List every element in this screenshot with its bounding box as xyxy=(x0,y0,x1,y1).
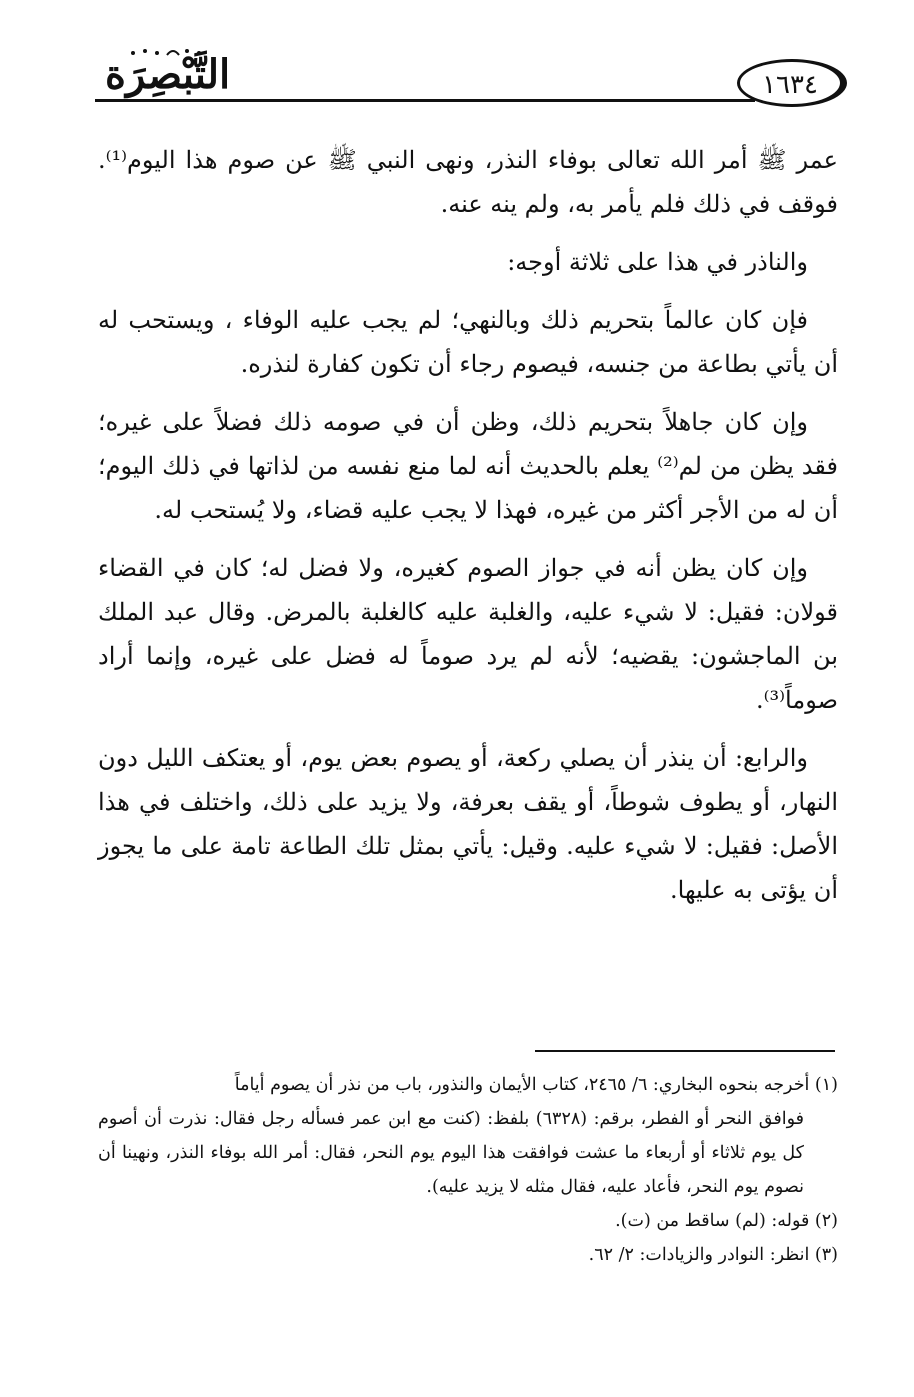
footnote-1-continuation: فوافق النحر أو الفطر، برقم: (٦٣٢٨) بلفظ: (كنت مع ابن عمر فسأله رجل فقال: نذرت أن أصوم كل يوم ثلاثاء أو أربعاء ما عشت فوافقت هذا اليوم يوم النحر، فقال: أمر الله بوفاء النذر، ونهينا أن نصوم يوم النحر، فأعاد عليه، فقال مثله لا يزيد عليه). xyxy=(98,1109,805,1197)
paragraph: والناذر في هذا على ثلاثة أوجه: xyxy=(507,248,808,276)
paragraph: فإن كان عالماً بتحريم ذلك وبالنهي؛ لم يجب عليه الوفاء ، ويستحب له أن يأتي بطاعة من جنسه، فيصوم رجاء أن تكون كفارة لنذره. xyxy=(98,306,838,378)
book-title: التَّبْصِرَة xyxy=(105,51,231,98)
footnotes xyxy=(98,1068,838,1272)
page-number: ١٦٣٤ xyxy=(762,70,818,100)
header-rule xyxy=(95,99,755,102)
page-header xyxy=(95,45,855,115)
page-number-frame xyxy=(737,59,847,107)
paragraph: وإن كان جاهلاً بتحريم ذلك، وظن أن في صومه ذلك فضلاً على غيره؛ فقد يظن من لم⁽²⁾ يعلم بالحديث أنه لما منع نفسه من لذاتها في ذلك اليوم؛ أن له من الأجر أكثر من غيره، فهذا لا يجب عليه قضاء، ولا يُستحب له. xyxy=(98,408,838,524)
paragraph: والرابع: أن ينذر أن يصلي ركعة، أو يصوم بعض يوم، أو يعتكف الليل دون النهار، أو يطوف شوطاً، أو يقف بعرفة، ولا يزيد على ذلك، واختلف في هذا الأصل: فقيل: لا شيء عليه. وقيل: يأتي بمثل تلك الطاعة تامة على ما يجوز أن يؤتى به عليها. xyxy=(98,744,838,904)
footnote-separator xyxy=(535,1050,835,1052)
footnote-3: (٣) انظر: النوادر والزيادات: ٢/ ٦٢. xyxy=(588,1245,838,1265)
paragraph: عمر ﷺ أمر الله تعالى بوفاء النذر، ونهى النبي ﷺ عن صوم هذا اليوم⁽¹⁾. فوقف في ذلك فلم يأمر به، ولم ينه عنه. xyxy=(98,146,838,218)
main-text xyxy=(98,138,838,926)
paragraph: وإن كان يظن أنه في جواز الصوم كغيره، ولا فضل له؛ كان في القضاء قولان: فقيل: لا شيء عليه، والغلبة عليه كالغلبة بالمرض. وقال عبد الملك بن الماجشون: يقضيه؛ لأنه لم يرد صوماً له فضل على غيره، وإنما أراد صوماً⁽³⁾. xyxy=(98,554,838,714)
footnote-1: (١) أخرجه بنحوه البخاري: ٦/ ٢٤٦٥، كتاب الأيمان والنذور، باب من نذر أن يصوم أياماً xyxy=(234,1075,838,1095)
footnote-2: (٢) قوله: (لم) ساقط من (ت). xyxy=(615,1211,838,1231)
